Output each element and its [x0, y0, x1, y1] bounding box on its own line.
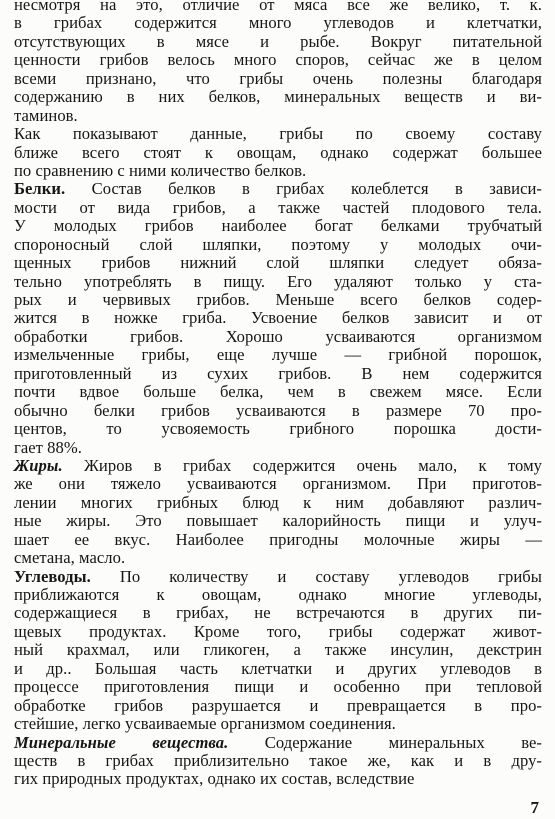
text-line	[14, 641, 542, 659]
text-line	[14, 328, 542, 346]
text-line	[14, 346, 542, 364]
text-line	[14, 125, 542, 143]
line-text: всеми признано, что грибы очень полезны благодаря	[14, 68, 542, 88]
text-line	[14, 88, 542, 106]
paragraph-fats	[14, 457, 542, 568]
paragraph-intro-2	[14, 125, 542, 180]
line-text: лении многих грибных блюд к ним добавляют различ-	[14, 492, 542, 512]
text-line	[14, 660, 542, 678]
line-text: Содержание минеральных ве-	[228, 732, 543, 752]
line-text: обычно белки грибов усваиваются в размере 70 про-	[14, 400, 542, 420]
paragraph-proteins	[14, 180, 542, 457]
line-text: измельченные грибы, еще лучше — грибной порошок,	[14, 345, 542, 365]
text-line	[14, 51, 542, 69]
line-text: ближе всего стоят к овощам, однако содержат большее	[14, 142, 542, 162]
text-line	[14, 512, 542, 530]
line-text: сметана, масло.	[14, 548, 126, 568]
text-line	[14, 475, 542, 493]
text-line	[14, 273, 542, 291]
line-text: щевых продуктах. Кроме того, грибы содержат живот-	[14, 621, 542, 641]
text-line	[14, 383, 542, 401]
line-text: спороносный слой шляпки, поэтому у молодых очи-	[14, 234, 542, 254]
text-line	[14, 531, 542, 549]
text-line	[14, 770, 542, 788]
text-line	[14, 33, 542, 51]
text-line	[14, 365, 542, 383]
text-line	[14, 678, 542, 696]
text-line	[14, 180, 542, 198]
text-line	[14, 291, 542, 309]
line-text: почти вдвое больше белка, чем в свежем мясе. Если	[14, 382, 542, 402]
page-number: 7	[530, 798, 539, 817]
text-line	[14, 70, 542, 88]
text-line	[14, 0, 542, 14]
line-text: ный крахмал, или гликоген, а также инсулин, декстрин	[14, 640, 542, 660]
text-line	[14, 734, 542, 752]
section-heading-fats: Жиры.	[14, 455, 63, 475]
paragraph-minerals	[14, 734, 542, 789]
line-text: центов, то усвояемость грибного порошка дости-	[14, 419, 542, 439]
text-line	[14, 217, 542, 235]
line-text: рых и червивых грибов. Меньше всего белков содер-	[14, 290, 542, 309]
section-heading-proteins: Белки.	[14, 179, 66, 199]
section-heading-carbs: Углеводы.	[14, 566, 91, 586]
line-text: ществ в грибах приблизительно такое же, как и в дру-	[14, 750, 542, 770]
line-text: таминов.	[14, 105, 78, 125]
paragraph-intro-1	[14, 0, 542, 125]
line-text: щенных грибов нижний слой шляпки следует обяза-	[14, 253, 542, 273]
line-text: приготовленный из сухих грибов. В нем содержится	[14, 363, 542, 383]
text-line	[14, 107, 542, 125]
paragraph-carbs	[14, 568, 542, 734]
line-text: У молодых грибов наиболее богат белками трубчатый	[14, 216, 542, 236]
text-line	[14, 420, 542, 438]
text-line	[14, 549, 542, 567]
line-text: обработки грибов. Хорошо усваиваются организмом	[14, 326, 542, 346]
text-line	[14, 254, 542, 272]
line-text: гает 88%.	[14, 437, 82, 457]
text-line	[14, 586, 542, 604]
text-line	[14, 752, 542, 770]
line-text: по сравнению с ними количество белков.	[14, 160, 307, 180]
line-text: жится в ножке гриба. Усвоение белков зависит и от	[14, 308, 542, 328]
line-text: содержащиеся в грибах, не встречаются в других пи-	[14, 603, 542, 623]
text-line	[14, 623, 542, 641]
text-line	[14, 14, 542, 32]
text-line	[14, 199, 542, 217]
line-text: По количеству и составу углеводов грибы	[90, 566, 542, 586]
text-line	[14, 604, 542, 622]
line-text: приближаются к овощам, однако многие углеводы,	[14, 585, 542, 604]
line-text: гих природных продуктах, однако их состав, вследствие	[14, 769, 415, 789]
line-text: несмотря на это, отличие от мяса все же велико, т. к.	[14, 0, 542, 14]
line-text: отсутствующих в мясе и рыбе. Вокруг питательной	[14, 31, 542, 51]
line-text: же они тяжело усваиваются организмом. При приготов-	[14, 474, 542, 494]
text-line	[14, 439, 542, 457]
text-line	[14, 162, 542, 180]
text-line	[14, 715, 542, 733]
line-text: шает ее вкус. Наиболее пригодны молочные жиры —	[14, 529, 542, 549]
line-text: Как показывают данные, грибы по своему составу	[14, 124, 542, 144]
line-text: содержанию в них белков, минеральных веществ и ви-	[14, 87, 542, 107]
text-line	[14, 568, 542, 586]
line-text: стейшие, легко усваиваемые организмом соединения.	[14, 714, 396, 734]
line-text: мости от вида грибов, а также частей плодового тела.	[14, 197, 542, 217]
line-text: Состав белков в грибах колеблется в зависи-	[65, 179, 542, 199]
line-text: процессе приготовления пищи и особенно при тепловой	[14, 677, 542, 697]
text-line	[14, 144, 542, 162]
text-line	[14, 697, 542, 715]
section-heading-minerals: Минеральные вещества.	[14, 732, 229, 752]
text-line	[14, 494, 542, 512]
text-line	[14, 402, 542, 420]
line-text: Жиров в грибах содержится очень мало, к тому	[62, 455, 542, 475]
line-text: обработке грибов разрушается и превращается в про-	[14, 695, 542, 715]
line-text: ные жиры. Это повышает калорийность пищи и улуч-	[14, 511, 542, 531]
text-line	[14, 236, 542, 254]
line-text: ценности грибов велось много споров, сейчас же в целом	[14, 50, 542, 70]
text-line	[14, 309, 542, 327]
line-text: тельно употреблять в пищу. Его удаляют только у ста-	[14, 271, 542, 291]
book-page-text	[14, 0, 542, 789]
text-line	[14, 457, 542, 475]
line-text: и др.. Большая часть клетчатки и других углеводов в	[14, 658, 542, 678]
line-text: в грибах содержится много углеводов и клетчатки,	[14, 13, 542, 33]
